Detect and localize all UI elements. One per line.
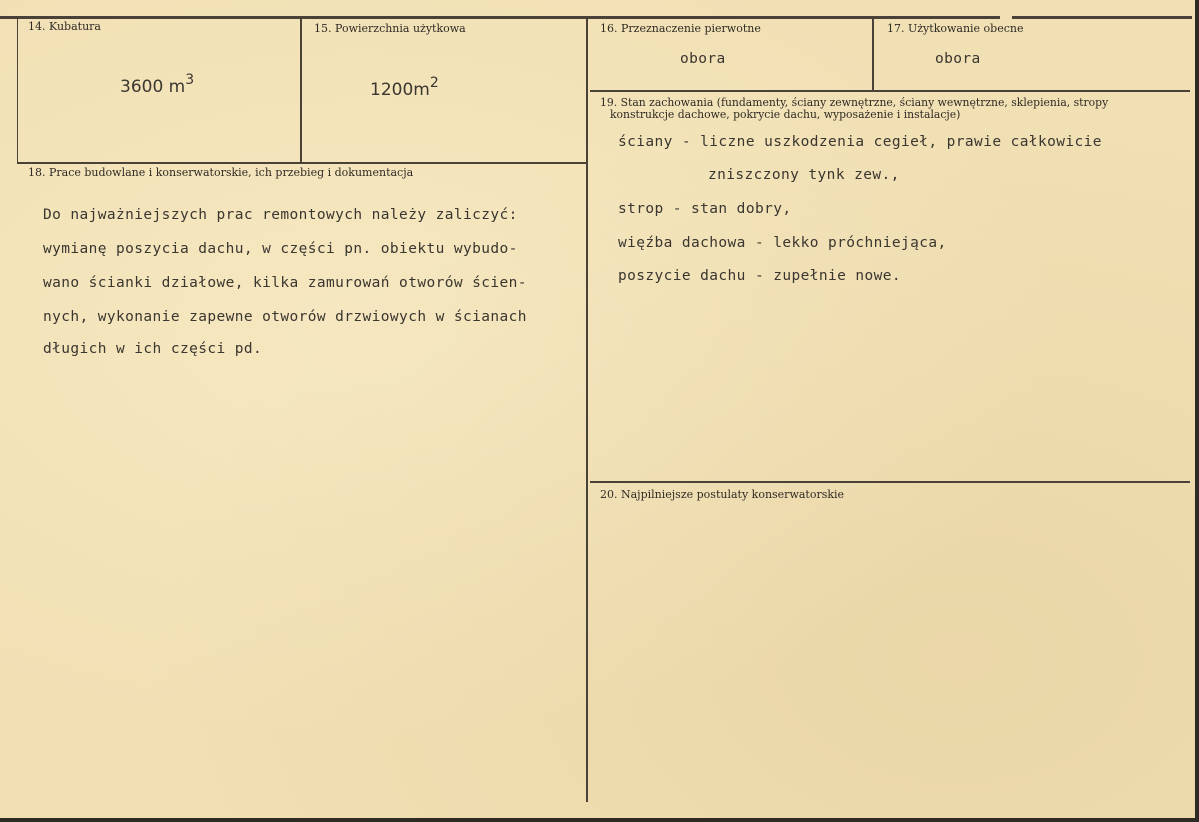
field-20-label: 20. Najpilniejsze postulaty konserwatorskie bbox=[600, 488, 845, 501]
top-rule-right bbox=[1012, 16, 1192, 19]
field-19-line-1: ściany - liczne uszkodzenia cegieł, prawie całkowicie bbox=[618, 134, 1102, 150]
field-17-value: obora bbox=[935, 51, 981, 67]
field-14-value bbox=[120, 72, 194, 97]
field-18-line-3: wano ścianki działowe, kilka zamurowań otworów ścien- bbox=[43, 275, 527, 291]
field-15-value bbox=[370, 75, 439, 100]
field-19-label-line-1: 19. Stan zachowania (fundamenty, ściany zewnętrzne, ściany wewnętrzne, sklepienia, stropy bbox=[600, 96, 1109, 109]
powierzchnia-unit-exponent: 2 bbox=[429, 75, 439, 91]
field-16-label: 16. Przeznaczenie pierwotne bbox=[600, 22, 761, 35]
divider-main bbox=[586, 18, 588, 802]
divider-row1-left bbox=[18, 162, 588, 164]
field-18-line-4: nych, wykonanie zapewne otworów drzwiowych w ścianach bbox=[43, 309, 527, 325]
field-18-line-2: wymianę poszycia dachu, w części pn. obiektu wybudo- bbox=[43, 241, 518, 257]
field-19-line-4: więźba dachowa - lekko próchniejąca, bbox=[618, 235, 947, 251]
divider-row1-right bbox=[590, 90, 1190, 92]
field-19-line-2: zniszczony tynk zew., bbox=[708, 167, 900, 183]
kubatura-unit-exponent: 3 bbox=[185, 72, 195, 88]
field-16-value: obora bbox=[680, 51, 726, 67]
top-rule bbox=[0, 16, 1000, 19]
left-edge bbox=[17, 18, 18, 164]
field-19-line-5: poszycie dachu - zupełnie nowe. bbox=[618, 268, 902, 284]
field-15-label: 15. Powierzchnia użytkowa bbox=[314, 22, 466, 35]
divider-19-20 bbox=[590, 481, 1190, 483]
field-18-line-5: długich w ich części pd. bbox=[43, 341, 263, 357]
scan-edge-right bbox=[1195, 0, 1199, 822]
field-18-line-1: Do najważniejszych prac remontowych należy zaliczyć: bbox=[43, 207, 518, 223]
field-19-line-3: strop - stan dobry, bbox=[618, 201, 792, 217]
field-19-label-line-2: konstrukcje dachowe, pokrycie dachu, wyposażenie i instalacje) bbox=[610, 108, 961, 121]
powierzchnia-number: 1200m bbox=[370, 80, 430, 100]
kubatura-number: 3600 m bbox=[120, 77, 186, 97]
field-17-label: 17. Użytkowanie obecne bbox=[887, 22, 1024, 35]
field-14-label: 14. Kubatura bbox=[28, 20, 101, 33]
scan-edge-bottom bbox=[0, 818, 1199, 822]
field-18-label: 18. Prace budowlane i konserwatorskie, ich przebieg i dokumentacja bbox=[28, 166, 414, 179]
divider-14-15 bbox=[300, 18, 302, 162]
divider-16-17 bbox=[872, 18, 874, 90]
